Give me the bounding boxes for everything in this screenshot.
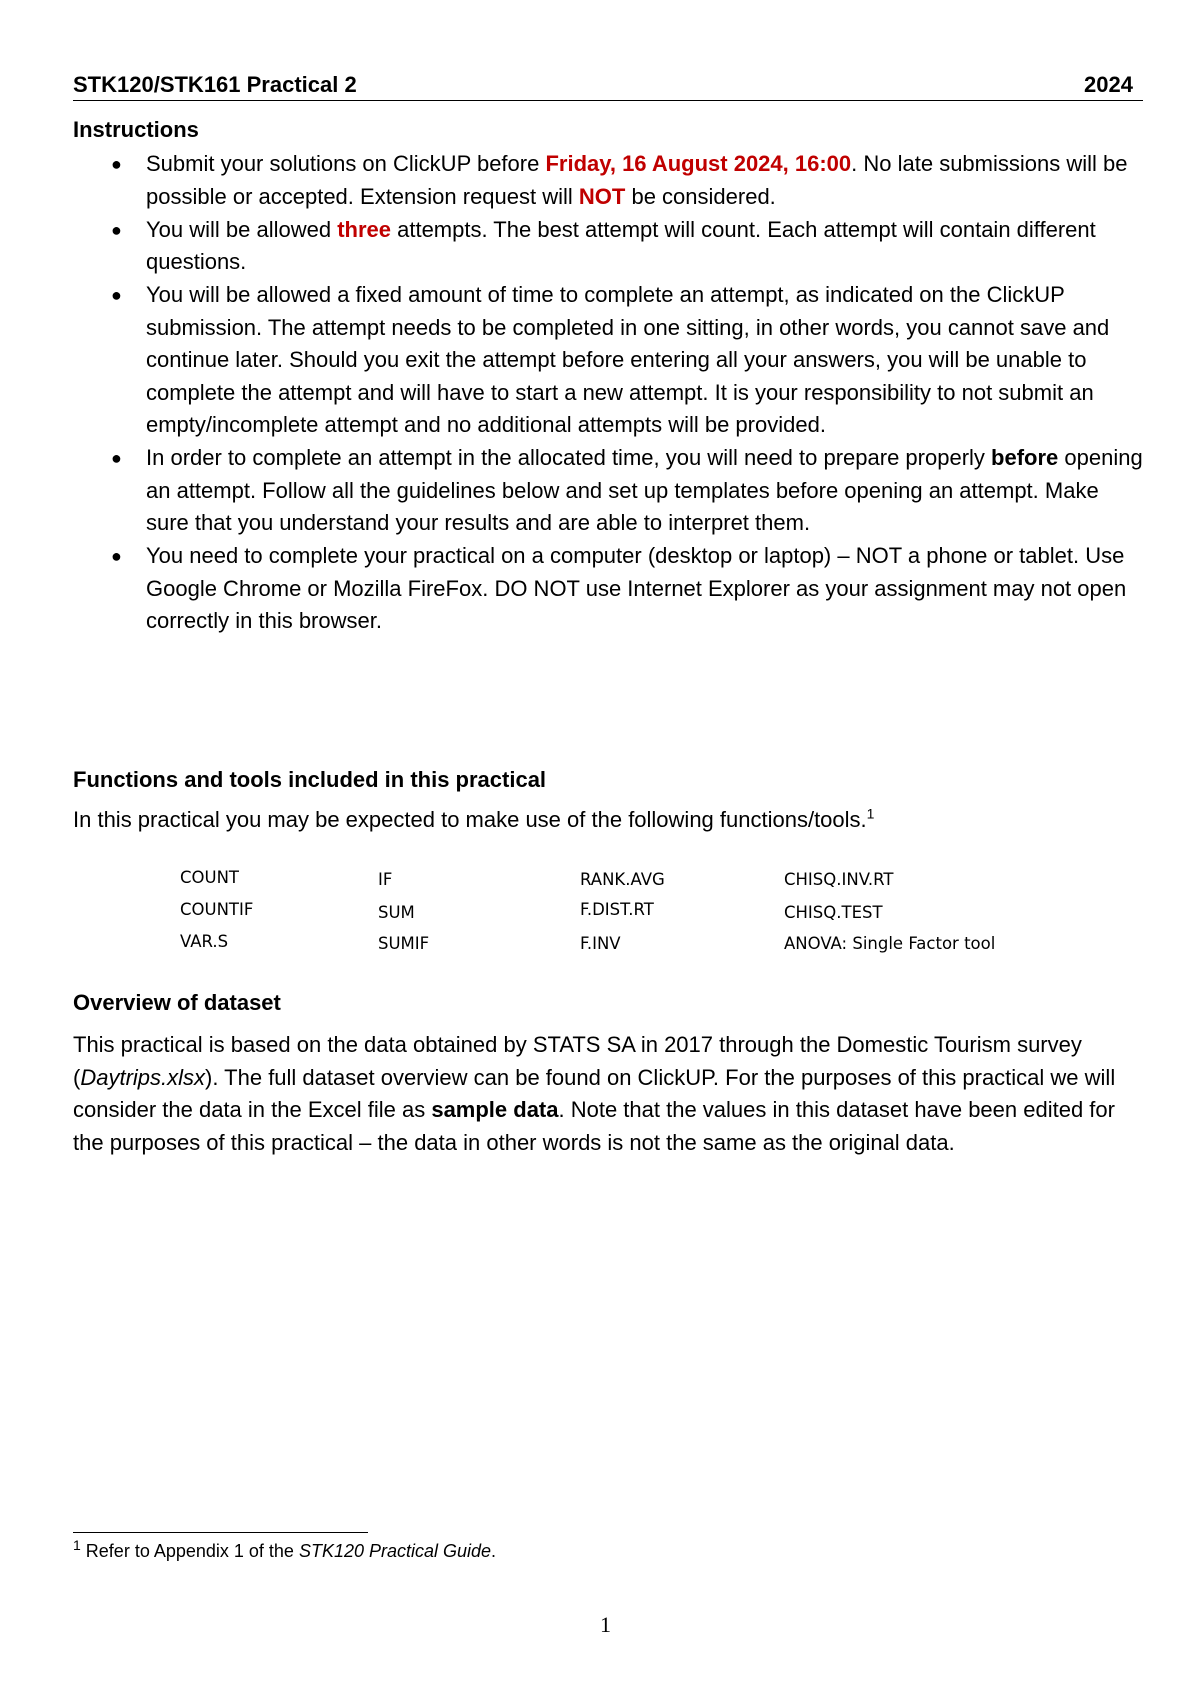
header-year: 2024 [1084, 72, 1133, 97]
before-emphasis: before [991, 445, 1059, 470]
guide-title: STK120 Practical Guide [298, 1541, 492, 1561]
function-name: F.INV [580, 934, 621, 953]
list-item: ● Submit your solutions on ClickUP before Friday, 16 August 2024, 16:00. No late submissions will be possible or accepted. Extension request will NOT be considered. [73, 148, 1143, 213]
function-name: SUM [378, 903, 415, 922]
page-header [73, 72, 1143, 101]
function-name: SUMIF [378, 934, 430, 953]
page-number: 1 [600, 1612, 611, 1637]
list-item: ● You will be allowed a fixed amount of time to complete an attempt, as indicated on the ClickUP submission. The attempt needs to be completed in one sitting, in other words, you cannot save and continue later. Should you exit the attempt before entering all your answers, you will be unable to complete the attempt and will have to start a new attempt. It is your responsibility to not submit an empty/incomplete attempt and no additional attempts will be provided. [73, 279, 1143, 442]
instructions-heading: Instructions [73, 117, 199, 142]
bullet-icon: ● [111, 154, 122, 174]
footnote-separator [73, 1532, 368, 1533]
function-name: ANOVA: Single Factor tool [784, 934, 996, 953]
footnote-reference: 1 [866, 805, 875, 822]
overview-paragraph: This practical is based on the data obtained by STATS SA in 2017 through the Domestic Tourism survey (Daytrips.xlsx). The full dataset overview can be found on ClickUP. For the purposes of this practical we will consider the data in the Excel file as sample data. Note that the values in this dataset have been edited for the purposes of this practical – the data in other words is not the same as the original data. [73, 1032, 1116, 1155]
functions-intro: In this practical you may be expected to make use of the following functions/tools.$^1$ [73, 805, 875, 832]
deadline-highlight: Friday, 16 August 2024, 16:00 [545, 151, 852, 176]
function-name: IF [378, 870, 393, 889]
function-name: COUNTIF [180, 900, 254, 919]
list-item: ● You will be allowed three attempts. The best attempt will count. Each attempt will contain different questions. [73, 214, 1143, 279]
function-name: COUNT [180, 868, 240, 887]
function-name: VAR.S [180, 932, 229, 951]
list-item: ● You need to complete your practical on a computer (desktop or laptop) – NOT a phone or tablet. Use Google Chrome or Mozilla FireFox. DO NOT use Internet Explorer as your assignment may not open correctly in this browser. [73, 540, 1143, 638]
overview-heading: Overview of dataset [73, 990, 281, 1015]
function-name: CHISQ.INV.RT [784, 870, 894, 889]
bullet-icon: ● [111, 285, 122, 305]
instructions-list [73, 148, 1143, 638]
function-name: RANK.AVG [580, 870, 665, 889]
attempts-highlight: three [337, 216, 391, 242]
list-item: ● In order to complete an attempt in the allocated time, you will need to prepare properly before opening an attempt. Follow all the guidelines below and set up templates before opening an attempt. Make sure that you understand your results and are able to interpret them. [73, 442, 1143, 540]
footnote: $^1$ Refer to Appendix 1 of the STK120 Practical Guide. [73, 1537, 497, 1561]
function-name: CHISQ.TEST [784, 903, 883, 922]
bullet-icon: ● [111, 448, 122, 468]
dataset-filename: Daytrips.xlsx [80, 1064, 206, 1090]
bullet-icon: ● [111, 219, 122, 240]
sample-data-emphasis: sample data [431, 1097, 559, 1122]
functions-heading: Functions and tools included in this practical [73, 767, 547, 792]
header-course-title: STK120/STK161 Practical 2 [73, 72, 357, 97]
function-name: F.DIST.RT [580, 900, 654, 919]
document-page [73, 0, 1143, 1696]
bullet-icon: ● [111, 546, 122, 566]
not-highlight: NOT [578, 183, 626, 209]
